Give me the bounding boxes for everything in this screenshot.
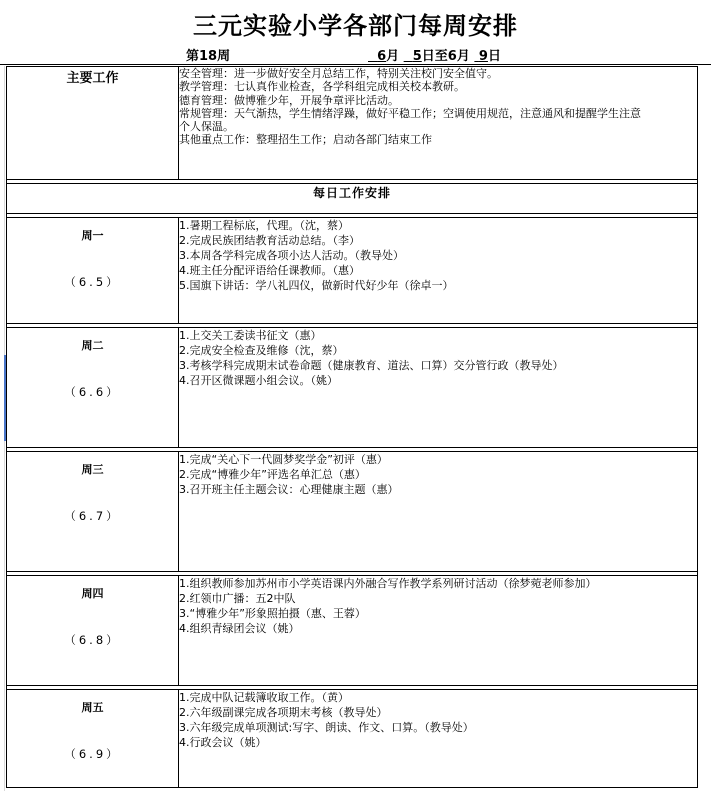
day-date: （6.7） [64,509,121,523]
from-month: 6 [377,49,387,64]
day-name: 周四 [81,587,104,600]
day-name: 周五 [81,701,104,714]
day-row-tuesday [7,328,698,448]
to-day: 9 [478,49,488,64]
day-date: （6.8） [64,633,121,647]
task-item: 3.召开班主任主题会议：心理健康主题（惠） [179,483,399,496]
day-name: 周三 [81,463,104,476]
main-work-row [7,67,698,180]
task-item: 2.完成民族团结教育活动总结。（李） [179,234,360,247]
from-day: 5 [412,49,422,64]
task-item: 1.完成中队记载簿收取工作。（黄） [179,691,349,704]
day-row-wednesday [7,452,698,572]
task-item: 4.组织青绿团会议（姚） [179,622,300,635]
week-label: 第18周 [186,49,231,64]
task-item: 3.考核学科完成期末试卷命题（健康教育、道法、口算）交分管行政（教导处） [179,359,564,372]
task-item: 1.上交关工委读书征文（惠） [179,329,322,342]
main-work-content [179,67,698,180]
day-date: （6.5） [64,275,121,289]
main-work-line: 个人保温。 [179,120,234,134]
main-work-line: 其他重点工作：整理招生工作；启动各部门结束工作 [179,133,432,147]
day-date: （6.6） [64,385,121,399]
day-date: （6.9） [64,747,121,761]
week-date-range: 6月 5日至6月 9日 [368,45,501,64]
daily-header-row [7,184,698,214]
day-tasks [179,576,698,686]
schedule-table [6,66,698,788]
main-work-line: 安全管理：进一步做好安全月总结工作，特别关注校门安全值守。 [179,67,498,80]
day-tasks [179,328,698,448]
task-item: 2.完成安全检查及维修（沈，蔡） [179,344,344,357]
task-item: 4.行政会议（姚） [179,736,267,749]
main-work-line: 德育管理：做博雅少年，开展争章评比活动。 [179,93,399,107]
day-tasks [179,690,698,788]
task-item: 1.组织教师参加苏州市小学英语课内外融合写作教学系列研讨活动（徐梦菀老师参加） [179,577,597,590]
task-item: 5.国旗下讲话：学八礼四仪，做新时代好少年（徐卓一） [179,279,454,292]
day-label-cell [7,690,179,788]
day-name: 周一 [81,229,104,242]
task-item: 4.班主任分配评语给任课教师。（惠） [179,264,360,277]
day-label-cell [7,328,179,448]
day-row-monday [7,218,698,324]
daily-schedule-header: 每日工作安排 [7,184,698,214]
to-month: 6 [447,49,457,64]
day-label-cell [7,452,179,572]
task-item: 3.“博雅少年”形象照拍摄（惠、王蓉） [179,607,366,620]
day-label-cell [7,576,179,686]
task-item: 3.六年级完成单项测试:写字、朗读、作文、口算。（教导处） [179,721,474,734]
day-tasks [179,452,698,572]
task-item: 1.完成“关心下一代圆梦奖学金”初评（惠） [179,453,388,466]
main-work-label: 主要工作 [7,67,179,180]
task-item: 2.红领巾广播：五2中队 [179,592,296,605]
day-name: 周二 [81,339,104,352]
day-label-cell [7,218,179,324]
task-item: 2.六年级副课完成各项期末考核（教导处） [179,706,388,719]
task-item: 4.召开区微课题小组会议。（姚） [179,374,338,387]
day-tasks [179,218,698,324]
main-work-line: 教学管理：七认真作业检查，各学科组完成相关校本教研。 [179,80,465,94]
task-item: 3.本周各学科完成各项小达人活动。（教导处） [179,249,404,262]
task-item: 1.暑期工程标底，代理。（沈，蔡） [179,219,349,232]
day-row-friday [7,690,698,788]
day-row-thursday [7,576,698,686]
main-work-line: 常规管理：天气渐热，学生情绪浮躁，做好平稳工作；空调使用规范，注意通风和提醒学生注意 [179,106,641,120]
task-item: 2.完成“博雅少年”评选名单汇总（惠） [179,468,366,481]
page-title: 三元实验小学各部门每周安排 [193,12,518,40]
header-divider [0,64,711,65]
